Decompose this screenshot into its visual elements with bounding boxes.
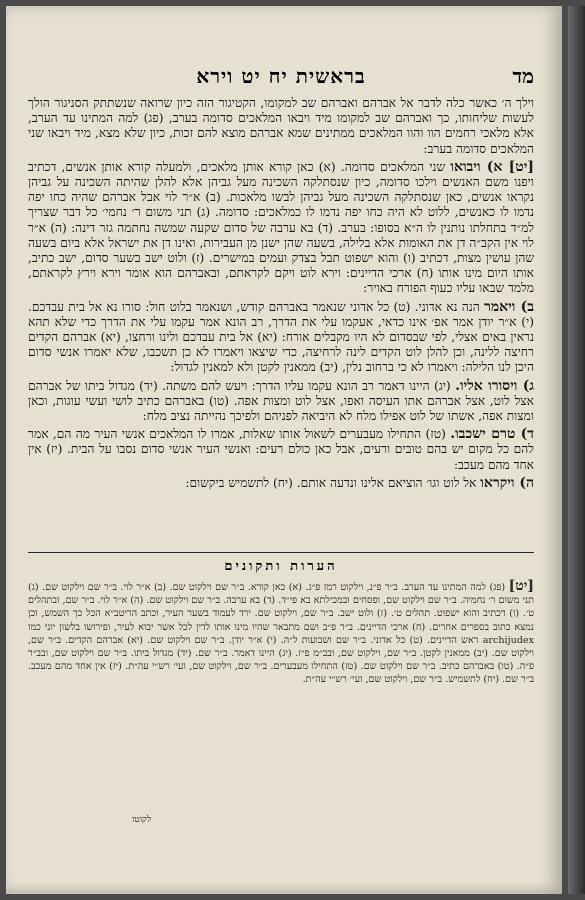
verse-paragraph (28, 160, 534, 297)
running-title: בראשית יח יט וירא (196, 64, 366, 88)
verse-paragraph (28, 379, 534, 425)
notes-heading: הערות ותקונים (224, 559, 338, 574)
verse-text: (יג) היינו דאמר רב הונא עקמו עליו הדרך: ויעש להם משתה. (יד) מגדול ביתו של אברהם אצל לוט, אצל אברהם אתו העיסה ואפו, אצל לוט ומצות אפה. (טו) באברהם כתיב לושי ועשי עוגות, וכאן ומצות אפה, אשתו של לוט אפילו מלח לא היביאה לפניהם ולפיכך נהייתה נציב מלח: (28, 378, 534, 424)
verse-paragraph (28, 476, 534, 491)
main-text (28, 96, 534, 494)
page-number: מד (512, 64, 534, 88)
section-divider (28, 552, 534, 553)
verse-marker: [יט] א) ויבואו (450, 158, 535, 175)
notes-marker: [יט] (508, 578, 534, 594)
verse-paragraph (28, 427, 534, 473)
book-spine (568, 6, 585, 894)
verse-marker: ד) טרם ישכבו. (450, 426, 535, 443)
verse-text: שני המלאכים סדומה. (א) כאן קורא אותן מלאכים, ולמעלה קורא אותן אנשים, דכתיב ויפנו משם האנשים וילכו סדומה, כיון שנסתלקה השכינה מעל גביהן אלא להלן שהיתה השכינה על גביהן נקראו אנשים, כאן שנסתלקה השכינה מעל גביהן לבשו מלאכות. (ב) א״ר לוי אבל אברהם שהיה כחו יפה נדמו לו כאנשים, ללוט לא היה כחו יפה נדמו לו כמלאכים: סדומה. (ג) תני משום ר׳ נחמי׳ כל דבר שצריך למ״ד בתחלתו נותנין לו ה״א בסופו: בערב. (ד) בא ערבה של סדום שקעה שמשה נחתמה גזר דינה: (ה) א״ר לוי אין הקב״ה דן את האומות אלא בלילה, בשעה שהן ישנן מן העבירות, ואינו דן את ישראל אלא ביום בשעה שהן עושין מצות, דכתיב (ו) והוא ישפוט תבל בצדק ועמים במישרים. (ז) ולוט ישב בשער סדום, ישב כתיב, אותו היום מינו אותו (ח) ארכי הדיינים: וירא לוט ויקם לקראתם, ובאברהם הוא אומר וירא וירץ לקראתם, מלמד שבאו עליו כעוף הפורח באויר: (28, 159, 534, 296)
verse-marker: ב) ויאמר (483, 298, 534, 315)
intro-paragraph: וילך ה׳ כאשר כלה לדבר אל אברהם ואברהם שב למקומו, הקטיגור הזה כיון שרואה שנשתתק הסניגור הולך לעשות שליחותו, כך ואברהם שב למקומו מיד ויבאו המלאכים סדומה בערב, (פג) למה המתינו עד הערב, אלא מלאכי רחמים הוו והוו המלאכים ממתינים שמא אברהם מוצא להם זכות, כיון שלא מצא, מיד ויבאו שני המלאכים סדומה בערב: (28, 96, 534, 156)
verse-text: הנה נא אדוני. (ט) כל אדוני שנאמר באברהם קודש, ושנאמר בלוט חול: סורו נא אל בית עבדכם. (י) א״ר יודן אמר אפ׳ אינו כדאי, אעקמו עלי את הדרך, רב הונא אמר עקמו עלי את הדרך כדי שלא תהא נראין באים אצלי, לפי שבסדום לא היו מקבלים אורח: (יא) אל בית עבדכם ולינו ורחצו, (יא) אברהם הקדים רחיצה ללינה, וכן להלן לוט הקדים לינה לרחיצה, כדי שיצאו ויאמרו לא כן תשכבו, שלא יאמרו אנשי סדום היכן לנו הלילה: ויאמרו לא כי ברחוב נלין, (יב) ממאנין לקטן ולא למאנין לגדול: (28, 299, 534, 375)
verse-text: (טז) התחילו מעבערים לשאול אותו שאלות, אמרו לו המלאכים אנשי העיר מה הם, אמר להם כל מקום יש בהם טובים ורעים, אבל כאן כולם רעים: ואנשי העיר אנשי סדום נסבו על הבית. (יז) אין אחד מהם מעכב: (28, 427, 534, 472)
verse-marker: ה) ויקראו (480, 474, 534, 491)
notes-body: (פג) למה המתינו עד הערב. ב״ר פ״נ, וילקוט רמז פ״ג. (א) כאן קורא. ב״ר שם וילקוט שם. (ב) א״ר לוי. ב״ר שם וילקוט שם. (ג) תני משום ר׳ נחמיה. ב״ר שם וילקוט שם, ופסחים ובמכילתא בא פי״ד. (ד) בא ערבה. ב״ר שם וילקוט שם. (ה) א״ר לוי. ב״ר שם, ובתהלים ט׳. (ו) דכתיב והוא ישפוט. תהלים ט׳. (ז) ולוט ישב. ב״ר שם, וילקוט שם. ירד לעמוד בשער העיר, וכתב הריטב״א הכל כך השמש, וכן נמצא כתוב בספרים אחרים. (ח) ארכי הדיינים. ב״ר פ״ב ושם מתבאר שהיו מינו אותו לדין לכל אשר יבוא לעיר, ופירושו בלשון יוני כמו archijudex ראש הדיינים. (ט) כל אדוני. ב״ר שם ושבועות ל״ה. (י) א״ר יודן. ב״ר שם וילקוט שם. (יא) אברהם הקדים. ב״ר שם, וילקוט שם. (יב) ממאנין לקטן. ב״ר שם, וילקוט שם, ובב״מ פ״ז. (יג) היינו דאמר. ב״ר שם. (יד) מגדול ביתו. ב״ר שם וילקוט שם, ובב״ר פ״ה. (טו) באברהם כתיב. ב״ר שם וילקוט שם. (טז) התחילו מעבערים. ב״ר שם, וילקוט שם, ועי׳ רש״י עה״ת. (יז) אין אחד מהם מעכב. ב״ר שם. (יח) לתשמיש. ב״ר שם, וילקוט שם, ועי׳ רש״י עה״ת. (28, 582, 534, 686)
book-page (6, 6, 562, 894)
notes-text (28, 580, 534, 687)
printer-signature: לקוטו (132, 815, 152, 825)
page-header (28, 64, 534, 90)
verse-paragraph (28, 300, 534, 376)
verse-marker: ג) ויסורו אליו. (455, 377, 534, 394)
verse-text: אל לוט וגו׳ הוציאם אלינו ונדעה אותם. (יח) לתשמיש ביקשום: (185, 475, 477, 490)
